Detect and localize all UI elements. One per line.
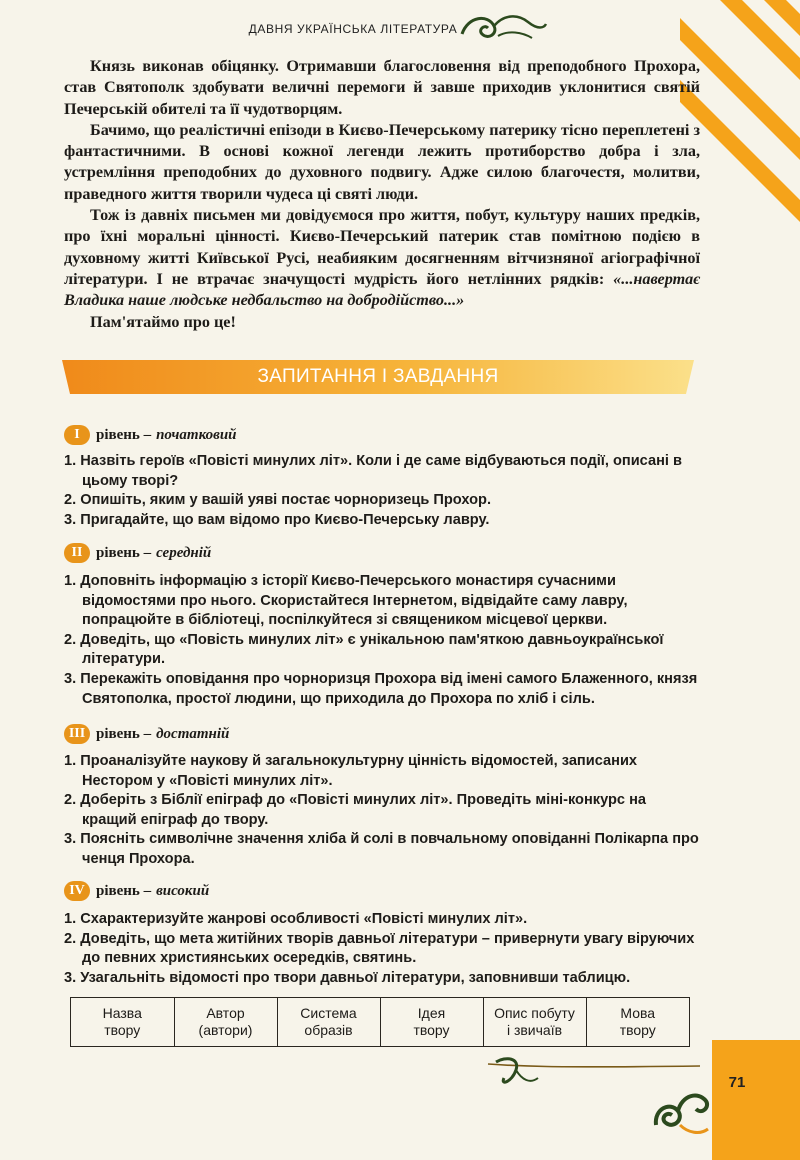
summary-table bbox=[70, 997, 690, 1047]
table-header-cell: Назва твору bbox=[102, 1005, 142, 1038]
level-word: рівень – bbox=[96, 426, 152, 443]
question: 3. Поясніть символічне значення хліба й солі в повчальному оповіданні Полікарпа про ченця Прохора. bbox=[64, 831, 699, 867]
table-header-cell: Мова твору bbox=[586, 998, 689, 1046]
table-header-cell: Автор (автори) bbox=[174, 998, 277, 1046]
level-word: рівень – bbox=[96, 725, 152, 742]
level-badge: III bbox=[64, 724, 90, 744]
section-title: ЗАПИТАННЯ І ЗАВДАННЯ bbox=[257, 366, 499, 387]
closing-line: Пам'ятаймо про це! bbox=[90, 312, 236, 331]
question: 3. Пригадайте, що вам відомо про Києво-Печерську лавру. bbox=[64, 511, 490, 528]
level-badge: II bbox=[64, 543, 90, 563]
level-badge: I bbox=[64, 425, 90, 445]
level-name: середній bbox=[156, 544, 212, 561]
level-name: високий bbox=[156, 882, 210, 899]
question-list-4 bbox=[64, 910, 700, 988]
ornament-top-icon bbox=[458, 10, 548, 44]
level-name: початковий bbox=[156, 426, 237, 443]
table-header-cell: Опис побуту і звичаїв bbox=[483, 998, 586, 1046]
question: 2. Доведіть, що мета житійних творів давньої літератури – привернути увагу віруючих до певних християнських осередків, святинь. bbox=[64, 930, 695, 967]
paragraph: Бачимо, що реалістичні епізоди в Києво-Печерському патерику тісно переплетені з фантастичними. В основі кожної легенди лежить протиборство добра і зла, устремління преподобних до духовного подвигу. Адже силою благочестя, молитви, праведного життя творили чудеса ці святі люди. bbox=[64, 120, 700, 203]
paragraph bbox=[64, 205, 700, 311]
section-banner bbox=[62, 360, 694, 394]
question: 1. Проаналізуйте наукову й загальнокультурну цінність відомостей, записаних Нестором у «Повісті минулих літ». bbox=[64, 753, 638, 789]
level-badge: IV bbox=[64, 881, 90, 901]
question: 2. Доведіть, що «Повість минулих літ» є унікальною пам'яткою давньоукраїнської літератури. bbox=[64, 631, 664, 668]
question: 3. Перекажіть оповідання про чорноризця Прохора від імені самого Блаженного, князя Святополка, простої людини, що приходила до Прохора по хліб і сіль. bbox=[64, 670, 698, 707]
paragraph-text: Тож із давніх письмен ми довідуємося про життя, побут, культуру наших предків, про їхні моральні цінності. Києво-Печерський патерик став помітною подією в духовному житті Київської Русі, неабияким досягненням вітчизняної агіографічної літератури. І не втрачає значущості мудрість його нетлінних рядків: bbox=[64, 206, 700, 288]
table-row bbox=[71, 998, 689, 1046]
question: 3. Узагальніть відомості про твори давньої літератури, заповнивши таблицю. bbox=[64, 969, 631, 986]
side-accent-bar bbox=[712, 1040, 800, 1160]
level-heading-3 bbox=[64, 723, 229, 745]
corner-ornament-icon bbox=[650, 1085, 712, 1141]
question-list-2 bbox=[64, 572, 700, 709]
level-heading-2 bbox=[64, 542, 211, 564]
level-heading-4 bbox=[64, 880, 209, 902]
question: 1. Назвіть героїв «Повісті минулих літ». Коли і де саме відбуваються події, описані в цьому творі? bbox=[64, 453, 682, 489]
question: 2. Опишіть, яким у вашій уяві постає чорноризець Прохор. bbox=[64, 492, 491, 509]
paragraph: Князь виконав обіцянку. Отримавши благословення від преподобного Прохора, став Святополк здобувати величні перемоги й завше приходив уклонитися святій Печерській обителі та її чудотворцям. bbox=[64, 57, 700, 118]
level-name: достатній bbox=[156, 725, 230, 742]
question-list-3 bbox=[64, 752, 700, 870]
question: 1. Схарактеризуйте жанрові особливості «Повісті минулих літ». bbox=[64, 911, 528, 927]
level-word: рівень – bbox=[96, 544, 152, 561]
question: 1. Доповніть інформацію з історії Києво-Печерського монастиря сучасними відомостями про нього. Скористайтеся Інтернетом, відвідайте саму лавру, попрацюйте в бібліотеці, поспілкуйтеся зі священиком місцевої церкви. bbox=[64, 573, 628, 629]
level-word: рівень – bbox=[96, 882, 152, 899]
page-number: 71 bbox=[728, 1074, 746, 1091]
question-list-1 bbox=[64, 452, 700, 530]
table-header-cell: Ідея твору bbox=[380, 998, 483, 1046]
running-title: ДАВНЯ УКРАЇНСЬКА ЛІТЕРАТУРА bbox=[248, 22, 458, 36]
level-heading-1 bbox=[64, 424, 237, 446]
table-header-cell: Система образів bbox=[277, 998, 380, 1046]
question: 2. Доберіть з Біблії епіграф до «Повісті минулих літ». Проведіть міні-конкурс на кращий епіграф до твору. bbox=[64, 792, 647, 828]
body-text bbox=[64, 56, 700, 333]
quote: «...навертає Владика наше людське недбальство на добродійство...» bbox=[64, 269, 700, 310]
